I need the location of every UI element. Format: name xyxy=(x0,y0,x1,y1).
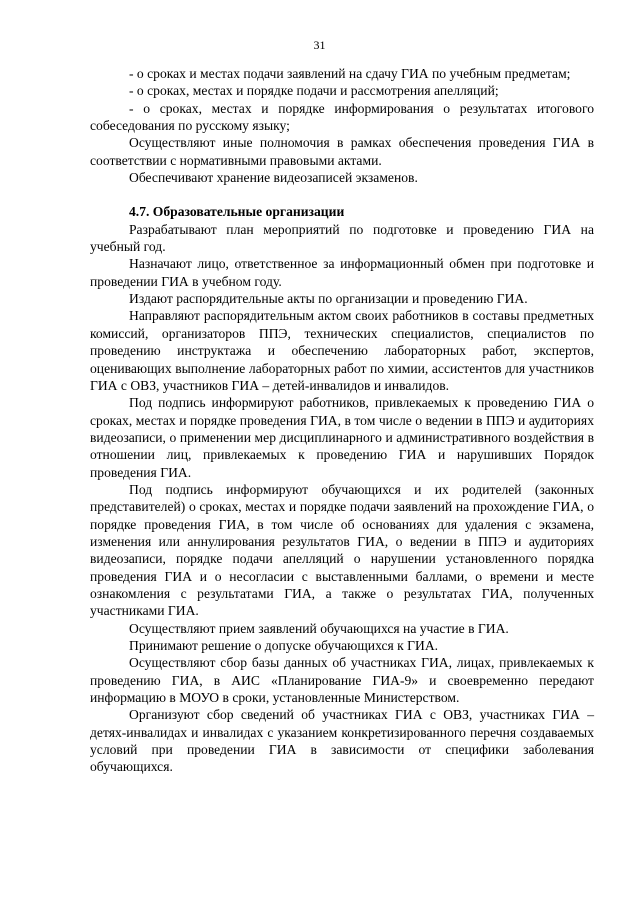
section-paragraph: Принимают решение о допуске обучающихся к ГИА. xyxy=(129,638,439,653)
document-body xyxy=(90,65,594,776)
section-paragraph: Издают распорядительные акты по организации и проведению ГИА. xyxy=(129,291,528,307)
intro-paragraph: Обеспечивают хранение видеозаписей экзаменов. xyxy=(129,170,418,186)
section-spacer xyxy=(90,186,594,203)
section-paragraph: Разрабатывают план мероприятий по подготовке и проведению ГИА на учебный год. xyxy=(90,221,594,255)
intro-paragraph: - о сроках, местах и порядке информирования о результатах итогового собеседования по русскому языку; xyxy=(90,100,594,134)
intro-paragraph: Осуществляют иные полномочия в рамках обеспечения проведения ГИА в соответствии с нормативными правовыми актами. xyxy=(90,135,594,168)
section-paragraph: Организуют сбор сведений об участниках ГИА с ОВЗ, участниках ГИА – детях-инвалидах и инвалидах с указанием конкретизированного перечня создаваемых условий при проведении ГИА в зависимости от специфики заболевания обучающихся. xyxy=(90,707,594,775)
intro-paragraph: - о сроках, местах и порядке подачи и рассмотрения апелляций; xyxy=(129,83,499,99)
section-paragraph: Назначают лицо, ответственное за информационный обмен при подготовке и проведении ГИА в учебном году. xyxy=(90,256,594,289)
section-heading: 4.7. Образовательные организации xyxy=(129,204,345,220)
section-paragraph: Под подпись информируют работников, привлекаемых к проведению ГИА о сроках, местах и порядке проведения ГИА, в том числе о ведении в ППЭ и аудиториях видеозаписи, о применении мер дисциплинарного и административного воздействия в отношении лиц, привлекаемых к проведению ГИА и нарушивших Порядок проведения ГИА. xyxy=(90,395,594,480)
section-paragraph: Направляют распорядительным актом своих работников в составы предметных комиссий, организаторов ППЭ, технических специалистов, специалистов по проведению инструктажа и обеспечению лабораторных работ, экспертов, оценивающих выполнение лабораторных работ по химии, ассистентов для участников ГИА с ОВЗ, участников ГИА – детей-инвалидов и инвалидов. xyxy=(90,308,594,393)
section-paragraph: Осуществляют прием заявлений обучающихся на участие в ГИА. xyxy=(129,620,509,636)
section-paragraph: Осуществляют сбор базы данных об участниках ГИА, лицах, привлекаемых к проведению ГИА, в АИС «Планирование ГИА-9» и своевременно передают информацию в МОУО в сроки, установленные Министерством. xyxy=(90,655,594,706)
page-number: 31 xyxy=(313,38,326,52)
section-paragraph: Под подпись информируют обучающихся и их родителей (законных представителей) о сроках, местах и порядке подачи заявлений на прохождение ГИА, о порядке проведения ГИА, в том числе об основаниях для удаления с экзамена, изменения или аннулирования результатов ГИА, о ведении в ППЭ и аудиториях видеозаписи, порядке подачи апелляций о нарушении установленного порядка проведения ГИА и о несогласии с выставленными баллами, о времени и месте ознакомления с результатами ГИА, а также о результатах ГИА, полученных участниками ГИА. xyxy=(90,481,594,619)
intro-paragraph: - о сроках и местах подачи заявлений на сдачу ГИА по учебным предметам; xyxy=(129,66,571,81)
